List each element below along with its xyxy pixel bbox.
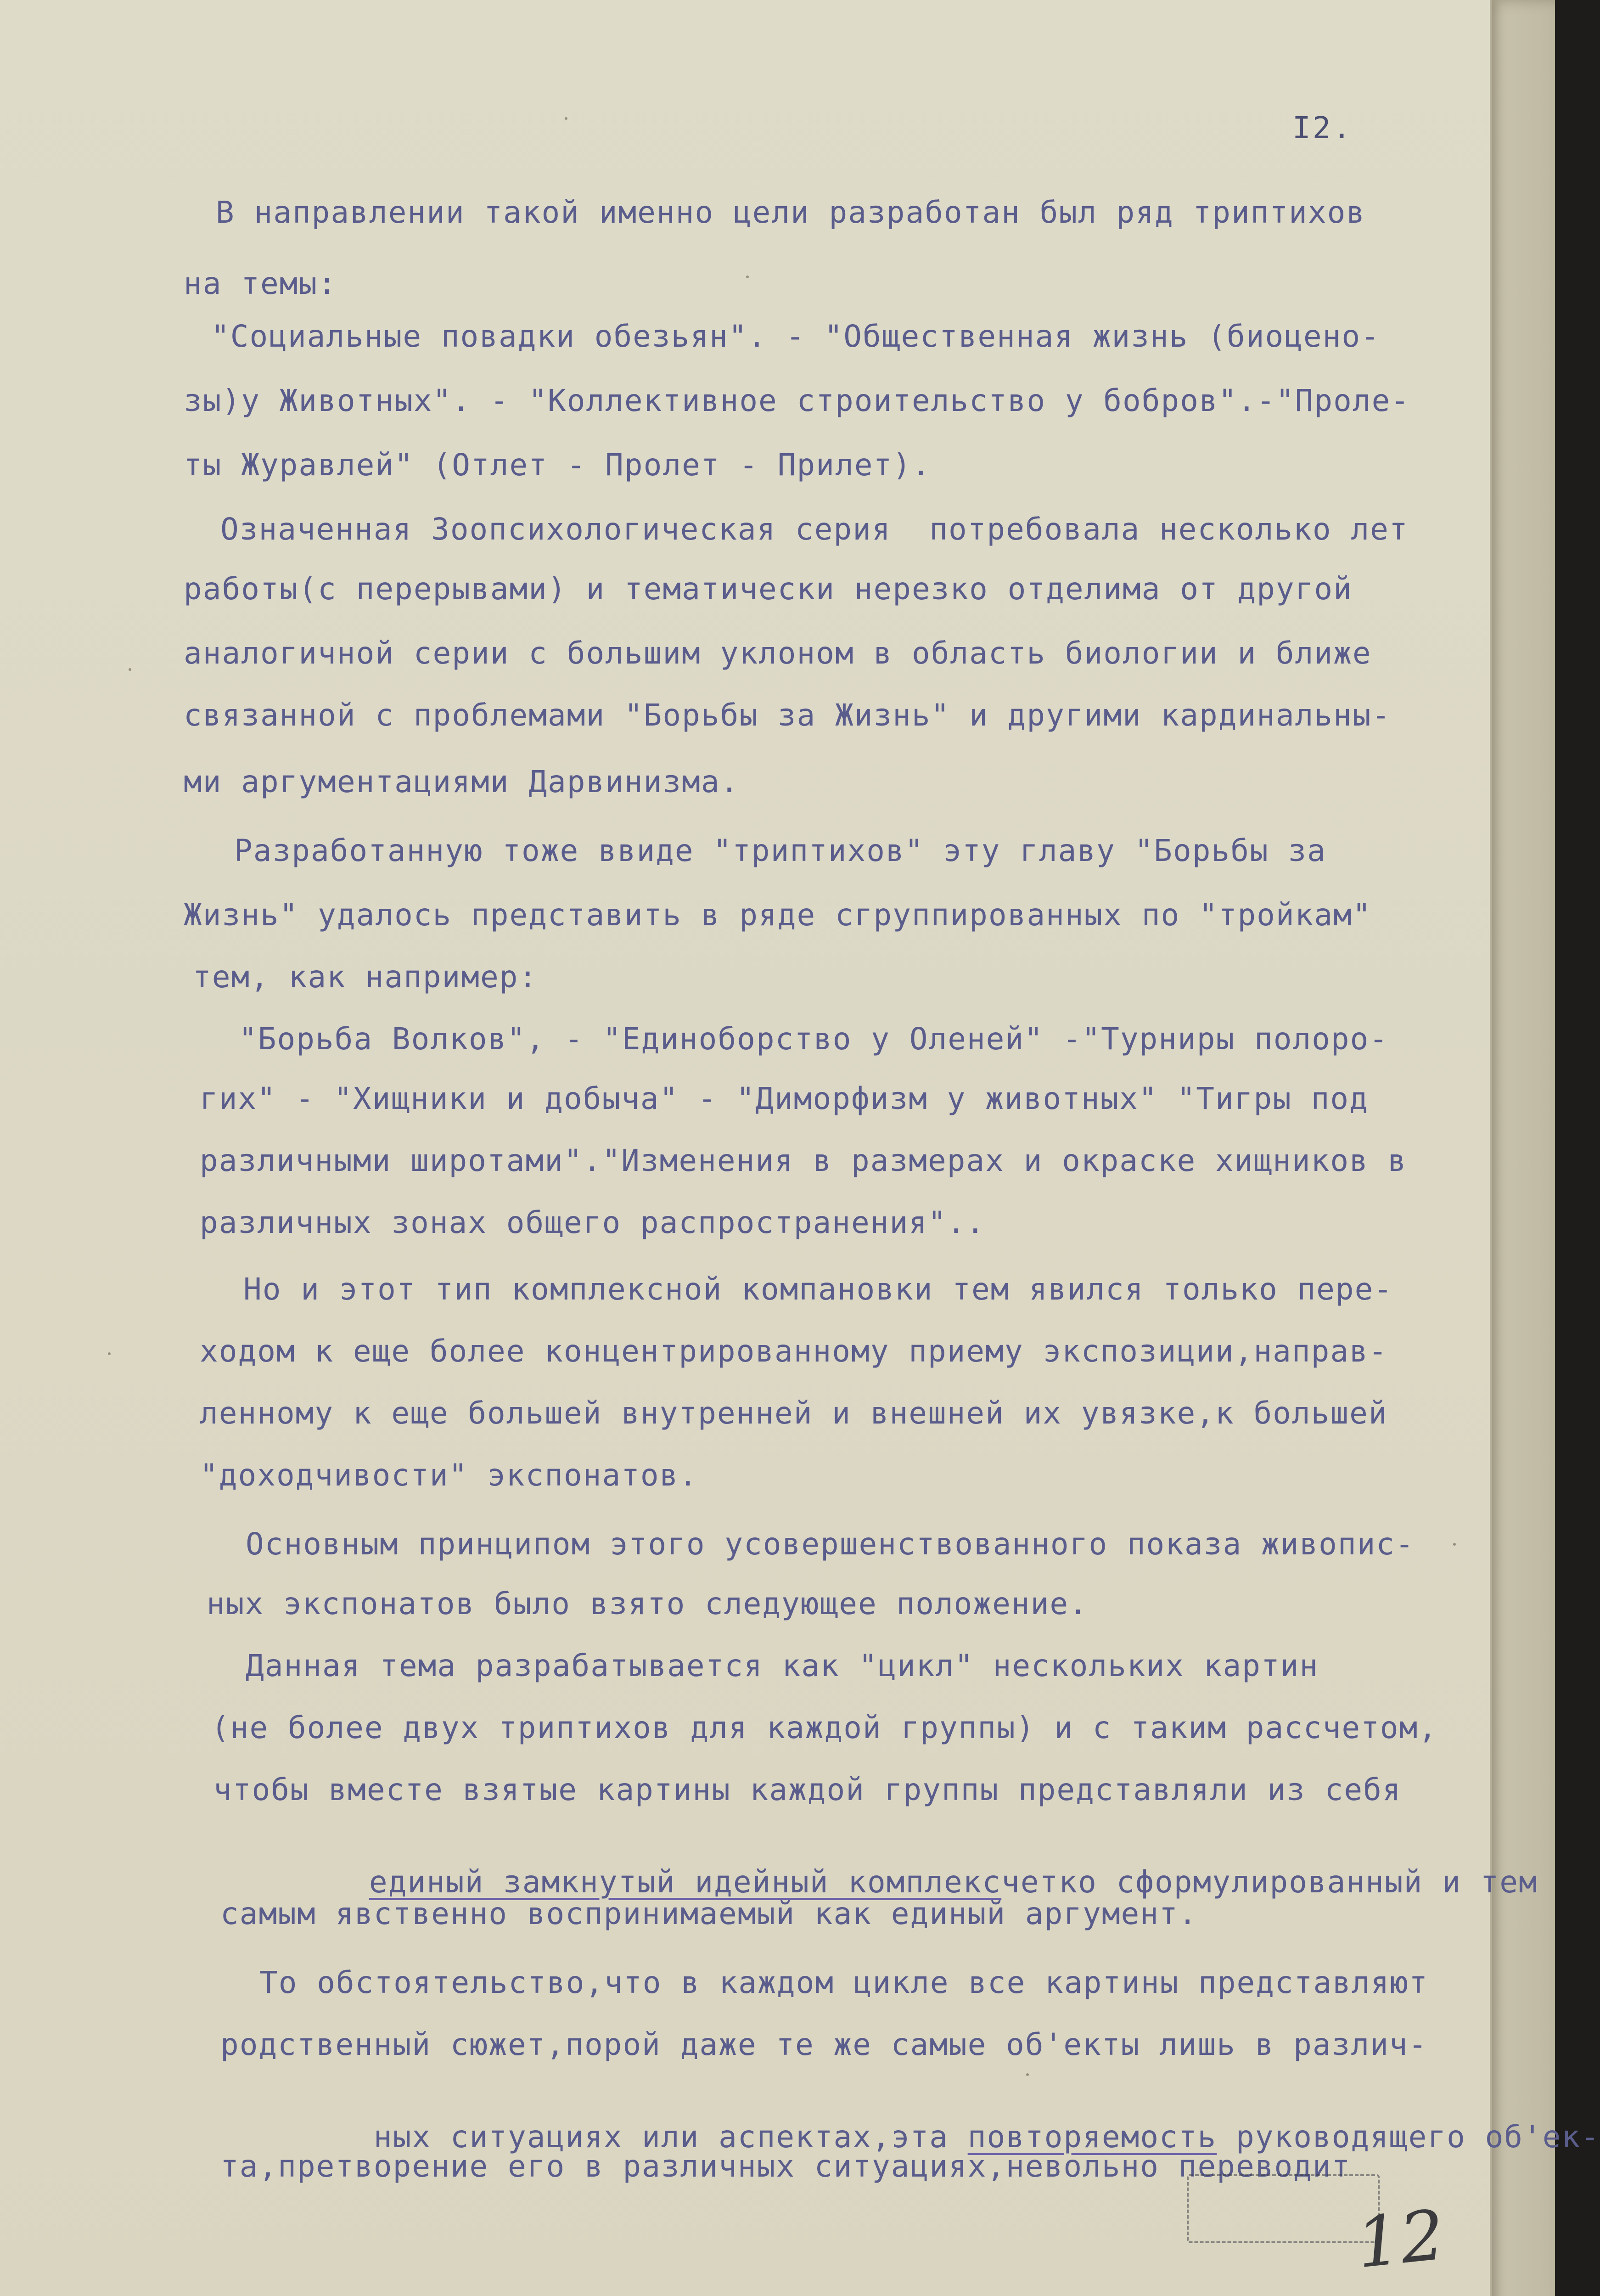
paper-speck: [565, 117, 567, 120]
paper-speck: [1453, 1543, 1456, 1546]
text-segment: четко сформулированный и тем: [1001, 1864, 1538, 1900]
text-line: Данная тема разрабатывается как "цикл" нескольких картин: [246, 1648, 1319, 1683]
text-line: Но и этот тип комплексной компановки тем явился только пере-: [243, 1272, 1393, 1307]
text-line: зы)у Животных". - "Коллективное строительство у бобров".-"Проле-: [184, 383, 1410, 418]
text-line: Жизнь" удалось представить в ряде сгруппированных по "тройкам": [184, 897, 1372, 933]
page-number: I2.: [1292, 110, 1353, 146]
text-line: В направлении такой именно цели разработан был ряд триптихов: [216, 195, 1366, 230]
text-line: различными широтами"."Изменения в размерах и окраске хищников в: [200, 1143, 1407, 1178]
text-line: аналогичной серии с большим уклоном в область биологии и ближе: [184, 636, 1372, 671]
text-line: То обстоятельство,что в каждом цикле все картины представляют: [259, 1965, 1428, 2000]
text-line: родственный сюжет,порой даже те же самые об'екты лишь в различ-: [220, 2027, 1428, 2062]
handwritten-folio-number: 12: [1353, 2195, 1448, 2284]
text-line: тем, как например:: [193, 959, 538, 995]
text-line: "доходчивости" экспонатов.: [200, 1458, 698, 1493]
text-line: ных экспонатов было взято следующее положение.: [207, 1586, 1088, 1621]
text-line: "Социальные повадки обезьян". - "Общественная жизнь (биоцено-: [211, 319, 1380, 354]
text-line: чтобы вместе взятые картины каждой группы представляли из себя: [213, 1772, 1402, 1807]
text-line: ты Журавлей" (Отлет - Пролет - Прилет).: [184, 447, 931, 483]
text-line: "Борьба Волков", - "Единоборство у Оленей" -"Турниры полоро-: [239, 1021, 1389, 1057]
paper-speck: [108, 1352, 111, 1355]
text-line: та,претворение его в различных ситуациях,невольно переводит: [220, 2149, 1351, 2184]
text-line: различных зонах общего распространения"..: [200, 1205, 986, 1240]
text-line: ленному к еще большей внутренней и внешней их увязке,к большей: [200, 1396, 1388, 1431]
text-line: самым явственно воспринимаемый как единый аргумент.: [220, 1896, 1198, 1931]
text-segment: руководящего об'ек-: [1236, 2119, 1600, 2155]
text-line: ходом к еще более концентрированному приему экспозиции,направ-: [200, 1334, 1388, 1369]
text-line: гих" - "Хищники и добыча" - "Диморфизм у животных" "Тигры под: [200, 1081, 1369, 1116]
paper-speck: [746, 276, 749, 278]
text-line: (не более двух триптихов для каждой группы) и с таким рассчетом,: [211, 1710, 1438, 1745]
archive-stamp: [1187, 2174, 1380, 2243]
text-segment: ных ситуациях или аспектах,эта: [373, 2119, 949, 2155]
text-line: Означенная Зоопсихологическая серия потребовала несколько лет: [220, 512, 1409, 547]
underlined-phrase: единый замкнутый идейный комплекс: [369, 1864, 1002, 1900]
text-line: связанной с проблемами "Борьбы за Жизнь" и другими кардинальны-: [184, 698, 1391, 733]
paper-speck: [129, 668, 131, 671]
paper-speck: [1026, 2073, 1029, 2076]
text-line: ми аргументациями Дарвинизма.: [184, 764, 740, 799]
text-line: Разработанную тоже ввиде "триптихов" эту главу "Борьбы за: [234, 833, 1326, 868]
text-line: на темы:: [184, 266, 337, 301]
text-line: работы(с перерывами) и тематически нерезко отделима от другой: [184, 571, 1353, 607]
text-line: Основным принципом этого усовершенствованного показа живопис-: [246, 1526, 1415, 1562]
underlined-phrase: повторяемость: [967, 2119, 1217, 2155]
